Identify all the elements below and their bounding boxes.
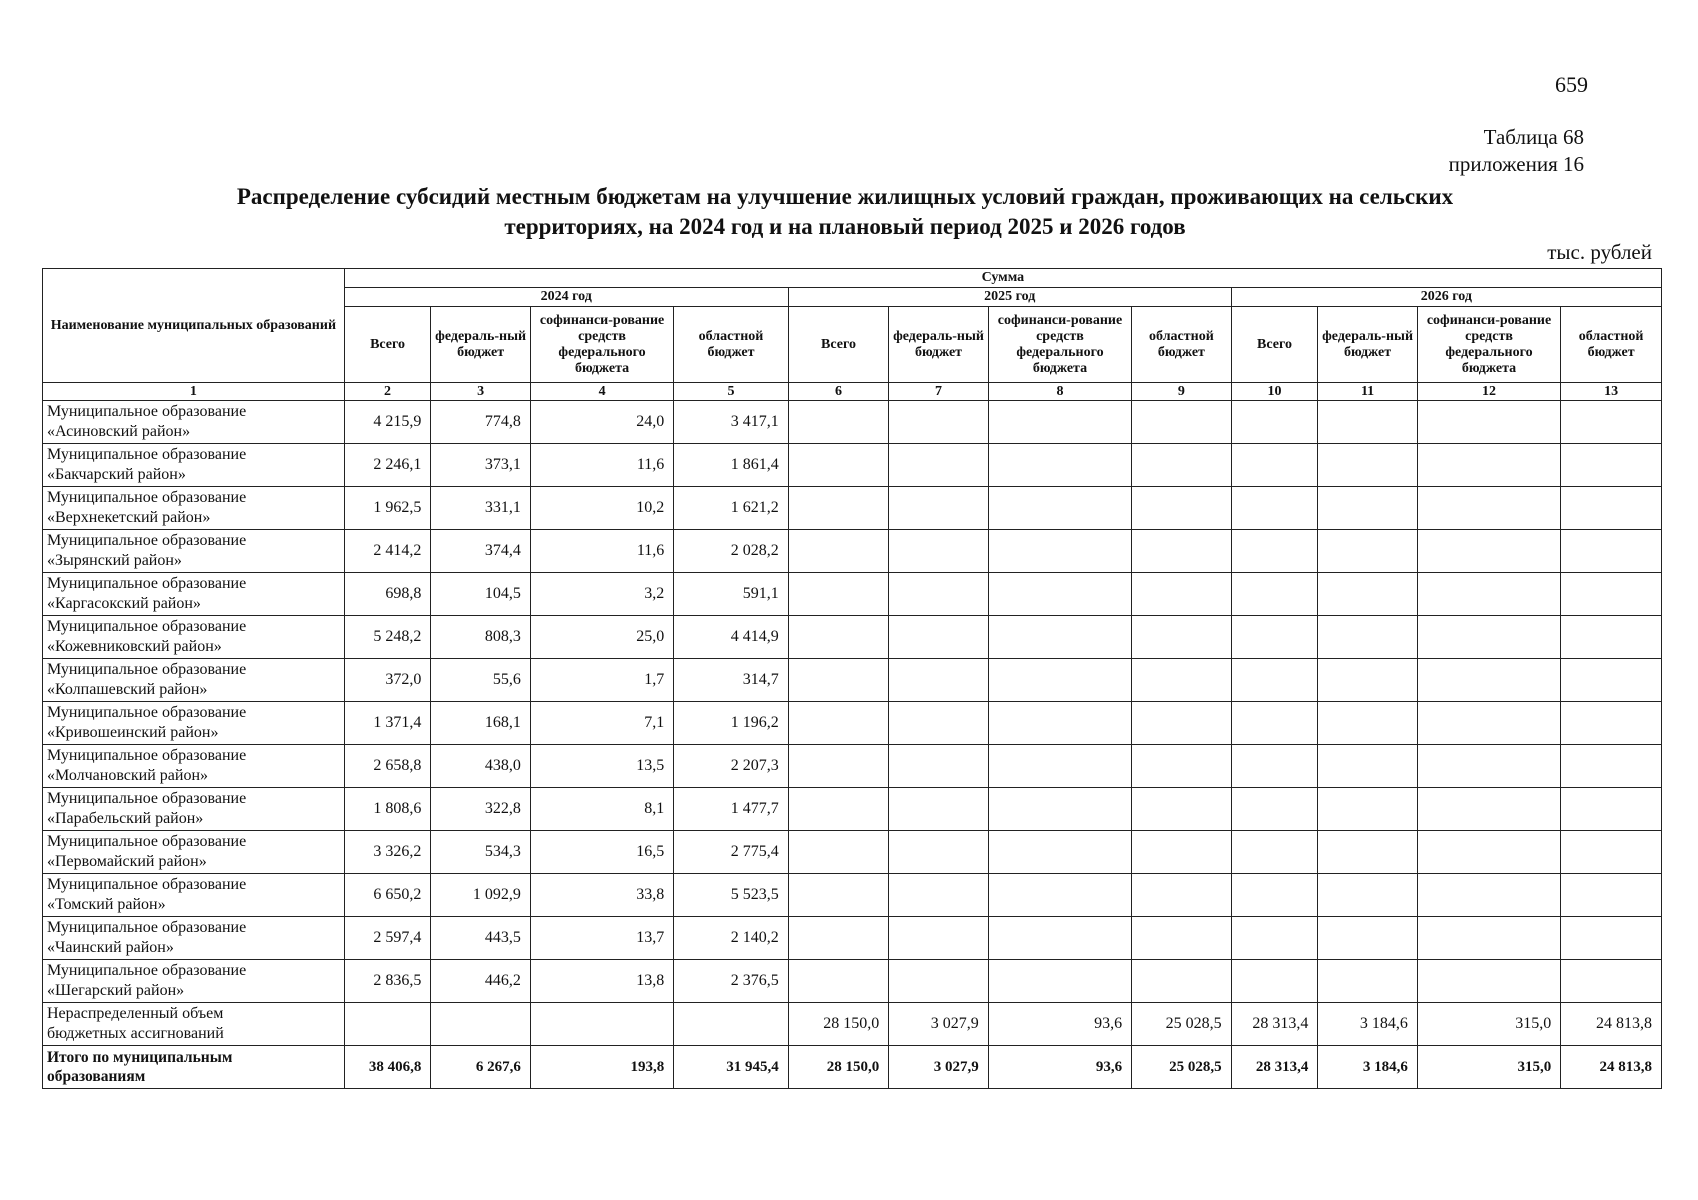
value-cell: 93,6 [988, 1046, 1131, 1089]
value-cell: 2 207,3 [674, 745, 788, 788]
value-cell [788, 874, 889, 917]
header-cofin-2024: софинанси-рование средств федерального бюджета [530, 307, 673, 383]
value-cell [1231, 444, 1318, 487]
value-cell: 6 650,2 [344, 874, 431, 917]
row-name-cell [43, 788, 345, 831]
value-cell: 8,1 [530, 788, 673, 831]
row-name-line: Муниципальное образование [47, 618, 247, 635]
value-cell [788, 659, 889, 702]
value-cell [988, 573, 1131, 616]
value-cell [988, 530, 1131, 573]
value-cell [1231, 831, 1318, 874]
value-cell: 1,7 [530, 659, 673, 702]
value-cell [1231, 702, 1318, 745]
value-cell [1318, 917, 1418, 960]
value-cell: 1 621,2 [674, 487, 788, 530]
value-cell [1318, 659, 1418, 702]
value-cell: 4 215,9 [344, 401, 431, 444]
value-cell [988, 831, 1131, 874]
value-cell: 24,0 [530, 401, 673, 444]
row-name-line: Муниципальное образование [47, 532, 247, 549]
value-cell [1132, 487, 1232, 530]
value-cell: 2 376,5 [674, 960, 788, 1003]
value-cell: 372,0 [344, 659, 431, 702]
value-cell [1417, 530, 1560, 573]
value-cell: 13,5 [530, 745, 673, 788]
value-cell [988, 401, 1131, 444]
value-cell: 322,8 [431, 788, 531, 831]
value-cell: 93,6 [988, 1003, 1131, 1046]
row-name-line: Муниципальное образование [47, 790, 247, 807]
value-cell: 2 658,8 [344, 745, 431, 788]
value-cell [788, 487, 889, 530]
value-cell [1318, 874, 1418, 917]
value-cell [1318, 573, 1418, 616]
value-cell [1561, 788, 1662, 831]
value-cell: 33,8 [530, 874, 673, 917]
value-cell [1132, 874, 1232, 917]
column-number: 5 [674, 383, 788, 401]
column-number: 7 [889, 383, 989, 401]
value-cell: 6 267,6 [431, 1046, 531, 1089]
document-title-line1: Распределение субсидий местным бюджетам на улучшение жилищных условий граждан, проживающих на сельских [236, 184, 1454, 209]
value-cell [1417, 788, 1560, 831]
value-cell [988, 917, 1131, 960]
row-name-line: Нераспределенный объем [47, 1005, 224, 1022]
value-cell [788, 444, 889, 487]
value-cell [1417, 616, 1560, 659]
value-cell: 1 371,4 [344, 702, 431, 745]
row-name-cell [43, 1003, 345, 1046]
row-name-line: Муниципальное образование [47, 489, 247, 506]
value-cell: 5 523,5 [674, 874, 788, 917]
row-name-line: «Парабельский район» [47, 810, 204, 827]
row-name-line: «Зырянский район» [47, 552, 182, 569]
row-name-cell [43, 444, 345, 487]
value-cell: 24 813,8 [1561, 1003, 1662, 1046]
row-name-cell [43, 401, 345, 444]
value-cell [1231, 917, 1318, 960]
value-cell [1417, 659, 1560, 702]
document-title [90, 182, 1600, 242]
value-cell: 443,5 [431, 917, 531, 960]
value-cell [1417, 444, 1560, 487]
value-cell: 373,1 [431, 444, 531, 487]
row-name-cell [43, 659, 345, 702]
value-cell: 2 414,2 [344, 530, 431, 573]
column-number: 9 [1132, 383, 1232, 401]
value-cell [1318, 788, 1418, 831]
value-cell [1561, 530, 1662, 573]
value-cell: 25,0 [530, 616, 673, 659]
row-name-line: Муниципальное образование [47, 403, 247, 420]
value-cell: 1 196,2 [674, 702, 788, 745]
table-row [43, 788, 1662, 831]
value-cell: 315,0 [1417, 1003, 1560, 1046]
column-number: 3 [431, 383, 531, 401]
value-cell [1417, 401, 1560, 444]
header-regional-2026: областной бюджет [1561, 307, 1662, 383]
value-cell: 1 092,9 [431, 874, 531, 917]
value-cell [1561, 573, 1662, 616]
header-year-2024: 2024 год [344, 288, 788, 307]
column-number: 10 [1231, 383, 1318, 401]
header-regional-2024: областной бюджет [674, 307, 788, 383]
row-name-line: «Томский район» [47, 896, 166, 913]
value-cell: 331,1 [431, 487, 531, 530]
units-label: тыс. рублей [1547, 240, 1652, 264]
value-cell [1318, 616, 1418, 659]
row-name-line: образованиям [47, 1068, 146, 1085]
value-cell [1318, 745, 1418, 788]
column-number: 2 [344, 383, 431, 401]
value-cell [788, 401, 889, 444]
value-cell: 3 326,2 [344, 831, 431, 874]
value-cell: 374,4 [431, 530, 531, 573]
header-name-column: Наименование муниципальных образований [43, 269, 345, 383]
table-row [43, 960, 1662, 1003]
table-row [43, 530, 1662, 573]
value-cell: 3 184,6 [1318, 1003, 1418, 1046]
value-cell: 168,1 [431, 702, 531, 745]
value-cell [889, 444, 989, 487]
value-cell [788, 616, 889, 659]
value-cell [889, 702, 989, 745]
value-cell: 10,2 [530, 487, 673, 530]
row-name-line: Муниципальное образование [47, 704, 247, 721]
value-cell: 2 028,2 [674, 530, 788, 573]
row-name-cell [43, 487, 345, 530]
table-row [43, 1003, 1662, 1046]
value-cell [1561, 401, 1662, 444]
header-federal-2026: федераль-ный бюджет [1318, 307, 1418, 383]
value-cell: 774,8 [431, 401, 531, 444]
value-cell: 591,1 [674, 573, 788, 616]
value-cell: 3 027,9 [889, 1003, 989, 1046]
table-reference-line2: приложения 16 [1448, 152, 1584, 176]
row-name-line: Муниципальное образование [47, 876, 247, 893]
table-row [43, 573, 1662, 616]
value-cell [1231, 401, 1318, 444]
value-cell: 11,6 [530, 444, 673, 487]
header-total-2026: Всего [1231, 307, 1318, 383]
value-cell: 13,8 [530, 960, 673, 1003]
value-cell [1132, 573, 1232, 616]
row-name-cell [43, 960, 345, 1003]
value-cell [1561, 616, 1662, 659]
table-row [43, 487, 1662, 530]
value-cell [889, 573, 989, 616]
table-row [43, 831, 1662, 874]
table-row [43, 917, 1662, 960]
row-name-cell [43, 573, 345, 616]
value-cell [988, 616, 1131, 659]
value-cell: 3 027,9 [889, 1046, 989, 1089]
value-cell: 808,3 [431, 616, 531, 659]
value-cell [788, 917, 889, 960]
table-row [43, 616, 1662, 659]
value-cell: 4 414,9 [674, 616, 788, 659]
row-name-line: бюджетных ассигнований [47, 1025, 224, 1042]
value-cell [889, 831, 989, 874]
value-cell [1132, 745, 1232, 788]
header-sum: Сумма [344, 269, 1661, 288]
header-federal-2024: федераль-ный бюджет [431, 307, 531, 383]
value-cell [988, 659, 1131, 702]
table-row [43, 659, 1662, 702]
column-number: 6 [788, 383, 889, 401]
value-cell: 28 313,4 [1231, 1046, 1318, 1089]
value-cell: 2 597,4 [344, 917, 431, 960]
value-cell: 31 945,4 [674, 1046, 788, 1089]
value-cell [1561, 745, 1662, 788]
value-cell [344, 1003, 431, 1046]
value-cell: 3,2 [530, 573, 673, 616]
column-number: 8 [988, 383, 1131, 401]
header-federal-2025: федераль-ный бюджет [889, 307, 989, 383]
value-cell [1318, 960, 1418, 1003]
header-cofin-2025: софинанси-рование средств федерального бюджета [988, 307, 1131, 383]
value-cell [1231, 487, 1318, 530]
value-cell [1318, 831, 1418, 874]
page-number: 659 [1555, 72, 1588, 97]
column-number: 1 [43, 383, 345, 401]
column-number: 4 [530, 383, 673, 401]
value-cell [1231, 573, 1318, 616]
value-cell: 446,2 [431, 960, 531, 1003]
value-cell: 16,5 [530, 831, 673, 874]
table-row [43, 702, 1662, 745]
row-name-cell [43, 616, 345, 659]
value-cell [1318, 530, 1418, 573]
row-name-line: «Бакчарский район» [47, 466, 186, 483]
value-cell [788, 745, 889, 788]
row-name-line: Муниципальное образование [47, 661, 247, 678]
value-cell [1231, 874, 1318, 917]
row-name-line: «Кожевниковский район» [47, 638, 222, 655]
value-cell [988, 444, 1131, 487]
value-cell: 28 150,0 [788, 1046, 889, 1089]
column-number: 12 [1417, 383, 1560, 401]
value-cell [1417, 745, 1560, 788]
header-total-2024: Всего [344, 307, 431, 383]
value-cell [788, 702, 889, 745]
document-title-line2: территориях, на 2024 год и на плановый период 2025 и 2026 годов [504, 214, 1186, 239]
value-cell: 28 313,4 [1231, 1003, 1318, 1046]
value-cell: 1 808,6 [344, 788, 431, 831]
value-cell [889, 530, 989, 573]
total-row [43, 1046, 1662, 1089]
value-cell: 438,0 [431, 745, 531, 788]
row-name-cell [43, 745, 345, 788]
value-cell: 24 813,8 [1561, 1046, 1662, 1089]
value-cell [431, 1003, 531, 1046]
value-cell: 3 417,1 [674, 401, 788, 444]
value-cell [1132, 831, 1232, 874]
value-cell: 2 140,2 [674, 917, 788, 960]
value-cell [988, 702, 1131, 745]
value-cell: 315,0 [1417, 1046, 1560, 1089]
row-name-cell [43, 702, 345, 745]
value-cell [1417, 874, 1560, 917]
value-cell [1132, 530, 1232, 573]
value-cell: 3 184,6 [1318, 1046, 1418, 1089]
value-cell [1132, 444, 1232, 487]
value-cell [988, 960, 1131, 1003]
row-name-line: Итого по муниципальным [47, 1049, 233, 1066]
value-cell [1561, 874, 1662, 917]
value-cell [889, 745, 989, 788]
value-cell [1417, 573, 1560, 616]
row-name-line: Муниципальное образование [47, 446, 247, 463]
header-total-2025: Всего [788, 307, 889, 383]
row-name-cell [43, 874, 345, 917]
value-cell: 698,8 [344, 573, 431, 616]
value-cell [1561, 831, 1662, 874]
value-cell [1231, 530, 1318, 573]
value-cell: 193,8 [530, 1046, 673, 1089]
value-cell [1132, 788, 1232, 831]
row-name-line: Муниципальное образование [47, 919, 247, 936]
value-cell: 314,7 [674, 659, 788, 702]
value-cell [1132, 616, 1232, 659]
header-cofin-2026: софинанси-рование средств федерального бюджета [1417, 307, 1560, 383]
value-cell [1417, 960, 1560, 1003]
value-cell [674, 1003, 788, 1046]
value-cell [1132, 960, 1232, 1003]
value-cell [889, 487, 989, 530]
value-cell [1132, 401, 1232, 444]
value-cell [788, 831, 889, 874]
value-cell [988, 788, 1131, 831]
value-cell [889, 788, 989, 831]
value-cell [1318, 702, 1418, 745]
row-name-cell [43, 831, 345, 874]
value-cell: 1 861,4 [674, 444, 788, 487]
value-cell [1132, 659, 1232, 702]
row-name-line: «Чаинский район» [47, 939, 174, 956]
row-name-line: «Верхнекетский район» [47, 509, 211, 526]
row-name-cell [43, 530, 345, 573]
value-cell: 2 836,5 [344, 960, 431, 1003]
value-cell [1318, 401, 1418, 444]
value-cell: 38 406,8 [344, 1046, 431, 1089]
row-name-line: Муниципальное образование [47, 575, 247, 592]
value-cell [1132, 702, 1232, 745]
value-cell: 13,7 [530, 917, 673, 960]
row-name-cell [43, 917, 345, 960]
table-body [43, 401, 1662, 1089]
table-row [43, 401, 1662, 444]
value-cell: 11,6 [530, 530, 673, 573]
value-cell [1417, 702, 1560, 745]
value-cell [1561, 702, 1662, 745]
row-name-line: «Колпашевский район» [47, 681, 208, 698]
value-cell: 5 248,2 [344, 616, 431, 659]
value-cell [530, 1003, 673, 1046]
value-cell [788, 530, 889, 573]
value-cell: 1 962,5 [344, 487, 431, 530]
value-cell: 7,1 [530, 702, 673, 745]
value-cell [988, 745, 1131, 788]
value-cell [988, 874, 1131, 917]
value-cell [889, 874, 989, 917]
value-cell [788, 788, 889, 831]
row-name-cell [43, 1046, 345, 1089]
value-cell: 28 150,0 [788, 1003, 889, 1046]
value-cell: 534,3 [431, 831, 531, 874]
row-name-line: «Кривошеинский район» [47, 724, 219, 741]
value-cell [1318, 487, 1418, 530]
value-cell [1561, 444, 1662, 487]
row-name-line: Муниципальное образование [47, 833, 247, 850]
value-cell [1231, 788, 1318, 831]
value-cell [889, 917, 989, 960]
row-name-line: «Асиновский район» [47, 423, 191, 440]
value-cell [1231, 745, 1318, 788]
value-cell [889, 616, 989, 659]
value-cell [889, 659, 989, 702]
value-cell [1231, 960, 1318, 1003]
column-number: 11 [1318, 383, 1418, 401]
row-name-line: «Шегарский район» [47, 982, 185, 999]
value-cell: 25 028,5 [1132, 1046, 1232, 1089]
table-row [43, 745, 1662, 788]
value-cell [889, 401, 989, 444]
column-number: 13 [1561, 383, 1662, 401]
value-cell [1318, 444, 1418, 487]
value-cell [1561, 487, 1662, 530]
header-year-2025: 2025 год [788, 288, 1231, 307]
value-cell [1561, 960, 1662, 1003]
row-name-line: «Молчановский район» [47, 767, 208, 784]
value-cell [1231, 616, 1318, 659]
header-year-2026: 2026 год [1231, 288, 1661, 307]
value-cell: 25 028,5 [1132, 1003, 1232, 1046]
value-cell [788, 960, 889, 1003]
value-cell [1561, 659, 1662, 702]
value-cell [788, 573, 889, 616]
table-reference [1449, 124, 1584, 178]
row-name-line: «Первомайский район» [47, 853, 207, 870]
header-regional-2025: областной бюджет [1132, 307, 1232, 383]
table-reference-line1: Таблица 68 [1483, 125, 1584, 149]
value-cell: 2 775,4 [674, 831, 788, 874]
value-cell [1417, 917, 1560, 960]
value-cell [1132, 917, 1232, 960]
value-cell [1231, 659, 1318, 702]
row-name-line: Муниципальное образование [47, 962, 247, 979]
table-row [43, 874, 1662, 917]
value-cell: 2 246,1 [344, 444, 431, 487]
table-row [43, 444, 1662, 487]
value-cell: 55,6 [431, 659, 531, 702]
value-cell [1561, 917, 1662, 960]
value-cell [988, 487, 1131, 530]
value-cell: 104,5 [431, 573, 531, 616]
value-cell [1417, 487, 1560, 530]
value-cell [1417, 831, 1560, 874]
row-name-line: Муниципальное образование [47, 747, 247, 764]
value-cell: 1 477,7 [674, 788, 788, 831]
subsidy-table [42, 268, 1662, 1089]
row-name-line: «Каргасокский район» [47, 595, 201, 612]
value-cell [889, 960, 989, 1003]
